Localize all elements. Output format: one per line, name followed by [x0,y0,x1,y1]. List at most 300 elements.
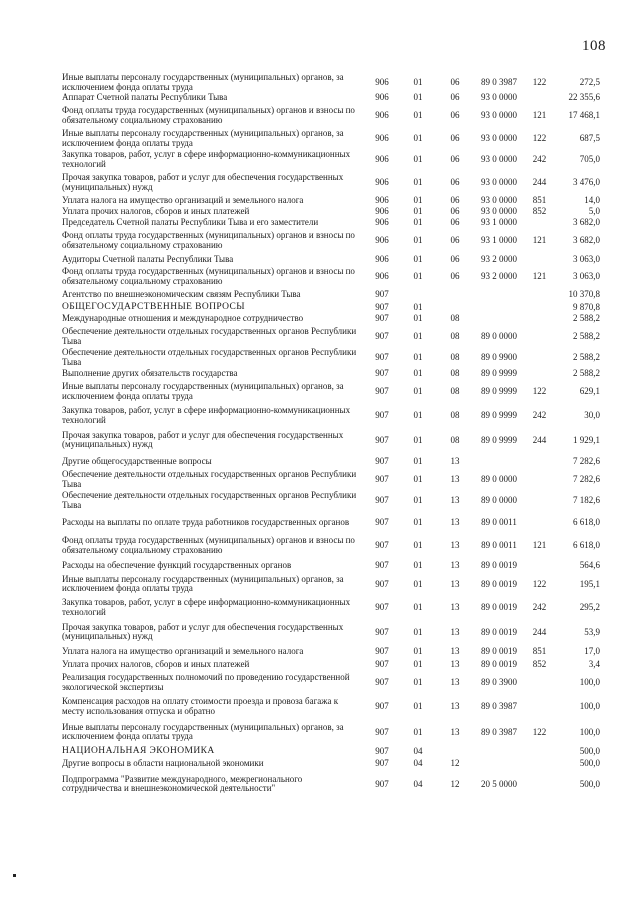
cell-ministry: 907 [375,645,389,656]
cell-subsection: 06 [450,153,460,164]
cell-section: 01 [413,195,423,206]
cell-type: 851 [532,645,547,656]
cell-ministry: 907 [375,367,389,378]
cell-ministry: 907 [375,434,389,445]
cell-amount: 7 282,6 [573,474,600,485]
cell-target: 93 1 0000 [481,235,517,246]
cell-target: 89 0 3987 [481,76,517,87]
cell-target: 89 0 0011 [481,540,517,551]
cell-name: Уплата налога на имущество организаций и земельного налога [62,645,304,656]
cell-section: 01 [413,602,423,613]
cell-type [525,288,554,302]
cell-amount: 295,2 [579,602,600,613]
cell-ministry: 906 [375,235,389,246]
cell-ministry: 907 [375,386,389,397]
cell-amount: 629,1 [579,386,600,397]
cell-target: 89 0 0019 [481,602,517,613]
cell-section: 01 [413,216,423,227]
cell-subsection: 06 [450,253,460,264]
cell-subsection: 06 [450,177,460,188]
table-row [62,228,600,254]
cell-ministry: 906 [375,153,389,164]
cell-target: 89 0 0000 [481,495,517,506]
cell-ministry: 907 [375,540,389,551]
cell-section: 01 [413,313,423,324]
cell-type [525,745,554,757]
cell-name: Другие вопросы в области национальной экономики [62,758,264,769]
cell-type [525,757,554,770]
table-row [62,103,600,128]
cell-ministry: 907 [375,626,389,637]
cell-amount: 3 682,0 [573,216,600,227]
cell-name: Иные выплаты персоналу государственных (муниципальных) органов, за исключением фонда оплаты труда [62,573,344,594]
cell-target [473,288,525,302]
cell-target: 89 0 0019 [481,645,517,656]
cell-subsection: 06 [450,109,460,120]
cell-subsection [437,745,473,757]
cell-name: Иные выплаты персоналу государственных (муниципальных) органов, за исключением фонда оплаты труда [62,721,344,742]
cell-subsection: 08 [450,367,460,378]
cell-ministry: 907 [375,289,389,300]
cell-subsection: 06 [450,205,460,216]
cell-subsection: 13 [450,455,460,466]
table-row [62,671,600,694]
corner-mark [13,874,16,877]
cell-target: 89 0 9999 [481,434,517,445]
cell-name: Фонд оплаты труда государственных (муниципальных) органов и взносы по обязательному социальному страхованию [62,535,355,555]
cell-amount: 22 355,6 [568,92,600,103]
table-row [62,620,600,644]
cell-ministry: 906 [375,76,389,87]
cell-subsection [437,302,473,313]
cell-name: Фонд оплаты труда государственных (муниципальных) органов и взносы по обязательному социальному страхованию [62,230,355,250]
cell-type [525,302,554,313]
cell-section: 01 [413,132,423,143]
cell-subsection: 13 [450,659,460,670]
table-row [62,770,600,798]
cell-type [525,511,554,533]
cell-section: 01 [413,659,423,670]
cell-subsection: 06 [450,235,460,246]
table-row [62,128,600,149]
cell-target: 93 0 0000 [481,153,517,164]
cell-amount: 564,6 [579,560,600,571]
cell-ministry: 907 [375,745,389,756]
cell-target [473,302,525,313]
cell-subsection: 08 [450,330,460,341]
table-row [62,367,600,379]
table-row [62,149,600,170]
cell-name: Другие общегосударственные вопросы [62,455,212,466]
cell-type: 121 [532,270,547,281]
cell-section: 01 [413,386,423,397]
cell-subsection: 13 [450,602,460,613]
cell-section: 01 [413,474,423,485]
cell-amount: 705,0 [579,153,600,164]
table-row [62,511,600,533]
cell-section: 01 [413,351,423,362]
cell-type: 852 [532,205,547,216]
cell-type: 244 [532,177,547,188]
cell-section: 01 [413,153,423,164]
cell-type: 121 [532,235,547,246]
cell-section: 01 [413,434,423,445]
page-number: 108 [582,38,606,54]
cell-name: Закупка товаров, работ, услуг в сфере информационно-коммуникационных технологий [62,597,351,617]
cell-amount: 6 618,0 [573,516,600,527]
cell-target [473,313,525,325]
cell-ministry: 907 [375,313,389,324]
table-row [62,302,600,313]
table-row [62,533,600,558]
cell-section: 01 [413,235,423,246]
cell-type [525,217,554,228]
table-row [62,170,600,196]
cell-subsection: 12 [450,758,460,769]
cell-amount: 195,1 [579,578,600,589]
table-row [62,404,600,427]
cell-amount: 272,5 [579,76,600,87]
cell-type: 242 [532,410,547,421]
cell-amount: 3 476,0 [573,177,600,188]
cell-subsection: 13 [450,578,460,589]
cell-target: 89 0 0000 [481,330,517,341]
cell-name: Закупка товаров, работ, услуг в сфере информационно-коммуникационных технологий [62,405,351,425]
cell-name: Расходы на обеспечение функций государственных органов [62,560,292,571]
cell-section: 01 [413,330,423,341]
cell-amount: 3,4 [588,659,600,670]
cell-subsection: 13 [450,516,460,527]
cell-amount: 2 588,2 [573,367,600,378]
cell-type: 244 [532,626,547,637]
cell-subsection: 08 [450,313,460,324]
cell-section: 01 [413,301,423,312]
cell-ministry: 907 [375,726,389,737]
table-row [62,745,600,757]
cell-amount: 7 182,6 [573,495,600,506]
cell-ministry: 906 [375,177,389,188]
table-row [62,453,600,469]
cell-type [525,313,554,325]
cell-type: 121 [532,109,547,120]
cell-subsection: 13 [450,645,460,656]
table-row [62,694,600,719]
cell-target: 89 0 9999 [481,386,517,397]
cell-name: Обеспечение деятельности отдельных государственных органов Республики Тыва [62,469,357,489]
cell-ministry: 907 [375,301,389,312]
cell-ministry: 907 [375,455,389,466]
table-row [62,206,600,217]
cell-section: 01 [413,177,423,188]
cell-section: 01 [413,495,423,506]
cell-name: НАЦИОНАЛЬНАЯ ЭКОНОМИКА [62,746,215,757]
cell-subsection: 13 [450,540,460,551]
cell-name: Уплата прочих налогов, сборов и иных платежей [62,205,250,216]
table-row [62,265,600,288]
cell-amount: 500,0 [579,758,600,769]
cell-target: 89 0 0019 [481,626,517,637]
cell-type [525,694,554,719]
cell-amount: 100,0 [579,677,600,688]
table-row [62,573,600,595]
cell-subsection: 13 [450,560,460,571]
cell-type: 122 [532,726,547,737]
cell-section: 01 [413,626,423,637]
cell-type: 122 [532,578,547,589]
cell-section: 01 [413,701,423,712]
table-row [62,313,600,325]
cell-amount: 3 682,0 [573,235,600,246]
table-row [62,348,600,367]
cell-target: 93 1 0000 [481,216,517,227]
cell-ministry: 906 [375,253,389,264]
cell-amount: 10 370,8 [568,289,600,300]
cell-amount: 17 468,1 [568,109,600,120]
cell-name: Прочая закупка товаров, работ и услуг для обеспечения государственных (муниципальных) нужд [62,621,344,642]
cell-subsection: 12 [450,778,460,789]
cell-amount: 500,0 [579,778,600,789]
table-row [62,379,600,404]
cell-name: ОБЩЕГОСУДАРСТВЕННЫЕ ВОПРОСЫ [62,302,245,313]
cell-section [399,288,437,302]
cell-ministry: 907 [375,701,389,712]
cell-ministry: 907 [375,474,389,485]
cell-ministry: 907 [375,330,389,341]
cell-type [525,490,554,511]
cell-section: 01 [413,578,423,589]
table-row [62,196,600,206]
cell-name: Выполнение других обязательств государства [62,367,238,378]
cell-section: 01 [413,270,423,281]
cell-target: 93 2 0000 [481,253,517,264]
cell-name: Аудиторы Счетной палаты Республики Тыва [62,253,234,264]
cell-type: 242 [532,602,547,613]
cell-target: 89 0 0011 [481,516,517,527]
cell-amount: 500,0 [579,745,600,756]
cell-name: Уплата прочих налогов, сборов и иных платежей [62,659,250,670]
cell-ministry: 907 [375,758,389,769]
cell-section: 01 [413,540,423,551]
cell-type: 851 [532,195,547,206]
cell-name: Аппарат Счетной палаты Республики Тыва [62,92,228,103]
cell-amount: 17,0 [584,645,600,656]
cell-target: 93 0 0000 [481,177,517,188]
cell-amount: 2 588,2 [573,313,600,324]
cell-subsection: 13 [450,474,460,485]
table-row [62,757,600,770]
cell-amount: 5,0 [588,205,600,216]
cell-section: 01 [413,205,423,216]
cell-section: 01 [413,516,423,527]
cell-section: 01 [413,76,423,87]
cell-ministry: 906 [375,92,389,103]
cell-name: Агентство по внешнеэкономическим связям Республики Тыва [62,289,301,300]
cell-type [525,367,554,379]
cell-target: 89 0 0019 [481,578,517,589]
cell-target: 89 0 9900 [481,351,517,362]
cell-name: Прочая закупка товаров, работ и услуг для обеспечения государственных (муниципальных) нужд [62,172,344,192]
cell-section: 01 [413,367,423,378]
cell-subsection: 06 [450,270,460,281]
cell-type: 122 [532,76,547,87]
cell-section: 01 [413,109,423,120]
cell-subsection: 06 [450,132,460,143]
cell-amount: 6 618,0 [573,540,600,551]
cell-ministry: 907 [375,578,389,589]
cell-target: 89 0 3987 [481,726,517,737]
cell-name: Компенсация расходов на оплату стоимости проезда и провоза багажа к месту использования отпуска и обратно [62,696,339,716]
cell-amount: 14,0 [584,195,600,206]
cell-type: 122 [532,386,547,397]
cell-amount: 30,0 [584,410,600,421]
cell-ministry: 907 [375,410,389,421]
table-body [62,72,600,798]
cell-section: 01 [413,410,423,421]
cell-ministry: 907 [375,677,389,688]
cell-target: 20 5 0000 [481,778,517,789]
cell-name: Подпрограмма "Развитие международного, межрегионального сотрудничества и внешнеэкономической деятельности" [62,773,303,794]
cell-ministry: 907 [375,351,389,362]
cell-ministry: 906 [375,205,389,216]
table-row [62,595,600,620]
cell-type: 122 [532,132,547,143]
cell-target: 93 0 0000 [481,195,517,206]
cell-amount: 100,0 [579,701,600,712]
cell-target: 89 0 0000 [481,474,517,485]
cell-type [525,93,554,103]
cell-target: 93 0 0000 [481,92,517,103]
cell-section: 01 [413,92,423,103]
cell-name: Обеспечение деятельности отдельных государственных органов Республики Тыва [62,347,357,367]
cell-target: 89 0 0019 [481,560,517,571]
table-row [62,288,600,302]
cell-ministry: 907 [375,495,389,506]
cell-name: Председатель Счетной палаты Республики Тыва и его заместители [62,216,319,227]
cell-section: 04 [413,758,423,769]
cell-subsection: 06 [450,92,460,103]
cell-type [525,558,554,573]
cell-amount: 9 870,8 [573,301,600,312]
cell-name: Иные выплаты персоналу государственных (муниципальных) органов, за исключением фонда оплаты труда [62,381,344,401]
cell-type [525,770,554,798]
cell-type: 242 [532,153,547,164]
table-row [62,644,600,658]
cell-name: Международные отношения и международное сотрудничество [62,313,304,324]
cell-name: Обеспечение деятельности отдельных государственных органов Республики Тыва [62,490,357,510]
cell-name: Расходы на выплаты по оплате труда работников государственных органов [62,516,350,527]
cell-name: Фонд оплаты труда государственных (муниципальных) органов и взносы по обязательному социальному страхованию [62,104,355,125]
cell-section: 01 [413,677,423,688]
cell-ministry: 906 [375,270,389,281]
table-row [62,719,600,745]
cell-ministry: 906 [375,109,389,120]
cell-type [525,254,554,265]
cell-ministry: 907 [375,659,389,670]
cell-section: 01 [413,455,423,466]
cell-subsection: 06 [450,76,460,87]
cell-amount: 687,5 [579,132,600,143]
cell-ministry: 907 [375,602,389,613]
cell-amount: 2 588,2 [573,330,600,341]
cell-type [525,325,554,348]
table-row [62,427,600,453]
cell-target [473,757,525,770]
cell-type: 244 [532,434,547,445]
cell-type [525,453,554,469]
cell-subsection: 08 [450,351,460,362]
table-row [62,72,600,93]
cell-amount: 100,0 [579,726,600,737]
cell-subsection: 13 [450,495,460,506]
cell-amount: 3 063,0 [573,270,600,281]
table-row [62,325,600,348]
cell-target: 89 0 0019 [481,659,517,670]
cell-amount: 2 588,2 [573,351,600,362]
cell-ministry: 907 [375,516,389,527]
table-row [62,93,600,103]
cell-name: Закупка товаров, работ, услуг в сфере информационно-коммуникационных технологий [62,148,351,169]
cell-target [473,453,525,469]
cell-subsection: 13 [450,677,460,688]
cell-section: 04 [413,745,423,756]
cell-amount: 1 929,1 [573,434,600,445]
cell-name: Иные выплаты персоналу государственных (муниципальных) органов, за исключением фонда оплаты труда [62,71,344,92]
table-row [62,658,600,671]
cell-ministry: 907 [375,778,389,789]
table-row [62,558,600,573]
cell-subsection: 13 [450,726,460,737]
cell-type: 121 [532,540,547,551]
cell-type [525,671,554,694]
cell-section: 01 [413,253,423,264]
cell-ministry: 906 [375,216,389,227]
cell-name: Уплата налога на имущество организаций и земельного налога [62,195,304,206]
cell-amount: 3 063,0 [573,253,600,264]
cell-section: 01 [413,726,423,737]
cell-target: 93 2 0000 [481,270,517,281]
cell-target: 89 0 9999 [481,410,517,421]
cell-name: Реализация государственных полномочий по проведению государственной экологической экспертизы [62,672,350,692]
cell-amount: 53,9 [584,626,600,637]
cell-subsection [437,288,473,302]
table-row [62,254,600,265]
cell-target: 93 0 0000 [481,132,517,143]
cell-target [473,745,525,757]
cell-ministry: 906 [375,132,389,143]
cell-subsection: 08 [450,386,460,397]
cell-target: 93 0 0000 [481,109,517,120]
cell-ministry: 907 [375,560,389,571]
cell-section: 01 [413,560,423,571]
cell-section: 04 [413,778,423,789]
table-row [62,469,600,490]
cell-subsection: 08 [450,434,460,445]
budget-table [62,72,600,798]
cell-target: 89 0 9999 [481,367,517,378]
cell-subsection: 13 [450,701,460,712]
cell-type: 852 [532,659,547,670]
cell-name: Иные выплаты персоналу государственных (муниципальных) органов, за исключением фонда оплаты труда [62,127,344,148]
cell-section: 01 [413,645,423,656]
cell-type [525,348,554,367]
table-row [62,217,600,228]
cell-subsection: 08 [450,410,460,421]
cell-name: Фонд оплаты труда государственных (муниципальных) органов и взносы по обязательному социальному страхованию [62,265,355,286]
cell-amount: 7 282,6 [573,455,600,466]
cell-type [525,469,554,490]
cell-name: Прочая закупка товаров, работ и услуг для обеспечения государственных (муниципальных) нужд [62,429,344,450]
cell-target: 89 0 3900 [481,677,517,688]
